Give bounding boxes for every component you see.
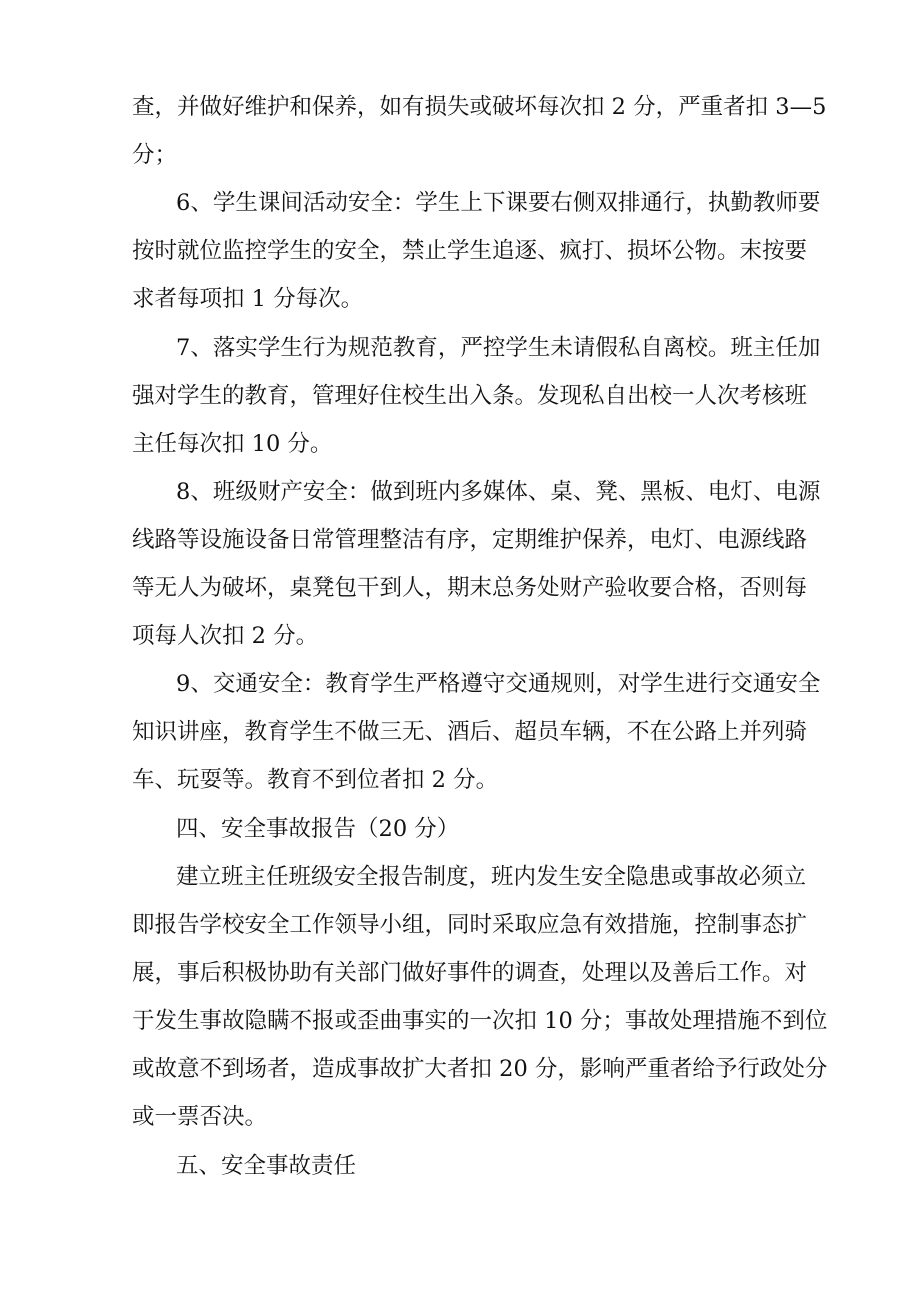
text-line: 求者每项扣 1 分每次。 bbox=[132, 286, 364, 312]
text-line: 项每人次扣 2 分。 bbox=[132, 623, 319, 649]
paragraph-report-start: 建立班主任班级安全报告制度，班内发生安全隐患或事故必须立 bbox=[176, 864, 807, 890]
text-line: 即报告学校安全工作领导小组，同时采取应急有效措施，控制事态扩 bbox=[132, 912, 808, 938]
text-line: 线路等设施设备日常管理整洁有序，定期维护保养，电灯、电源线路 bbox=[132, 527, 808, 553]
section-heading-4: 四、安全事故报告（20 分） bbox=[176, 816, 460, 842]
text-line: 展，事后积极协助有关部门做好事件的调查，处理以及善后工作。对 bbox=[132, 960, 808, 986]
text-line: 车、玩耍等。教育不到位者扣 2 分。 bbox=[132, 767, 499, 793]
paragraph-9-start: 9、交通安全：教育学生严格遵守交通规则，对学生进行交通安全 bbox=[176, 671, 821, 697]
text-line: 主任每次扣 10 分。 bbox=[132, 431, 333, 457]
paragraph-7-start: 7、落实学生行为规范教育，严控学生未请假私自离校。班主任加 bbox=[176, 335, 821, 361]
paragraph-8-start: 8、班级财产安全：做到班内多媒体、桌、凳、黑板、电灯、电源 bbox=[176, 479, 821, 505]
text-line: 或一票否决。 bbox=[132, 1104, 268, 1130]
text-line: 查，并做好维护和保养，如有损失或破坏每次扣 2 分，严重者扣 3—5 bbox=[132, 94, 827, 120]
text-line: 按时就位监控学生的安全，禁止学生追逐、疯打、损坏公物。末按要 bbox=[132, 238, 808, 264]
section-heading-5: 五、安全事故责任 bbox=[176, 1153, 357, 1179]
text-line: 或故意不到场者，造成事故扩大者扣 20 分，影响严重者给予行政处分 bbox=[132, 1056, 828, 1082]
paragraph-6-start: 6、学生课间活动安全：学生上下课要右侧双排通行，执勤教师要 bbox=[176, 190, 821, 216]
text-line: 等无人为破坏，桌凳包干到人，期末总务处财产验收要合格，否则每 bbox=[132, 575, 808, 601]
text-line: 分； bbox=[132, 142, 178, 168]
text-line: 于发生事故隐瞒不报或歪曲事实的一次扣 10 分；事故处理措施不到位 bbox=[132, 1008, 828, 1034]
text-line: 强对学生的教育，管理好住校生出入条。发现私自出校一人次考核班 bbox=[132, 383, 808, 409]
text-line: 知识讲座，教育学生不做三无、酒后、超员车辆，不在公路上并列骑 bbox=[132, 719, 808, 745]
